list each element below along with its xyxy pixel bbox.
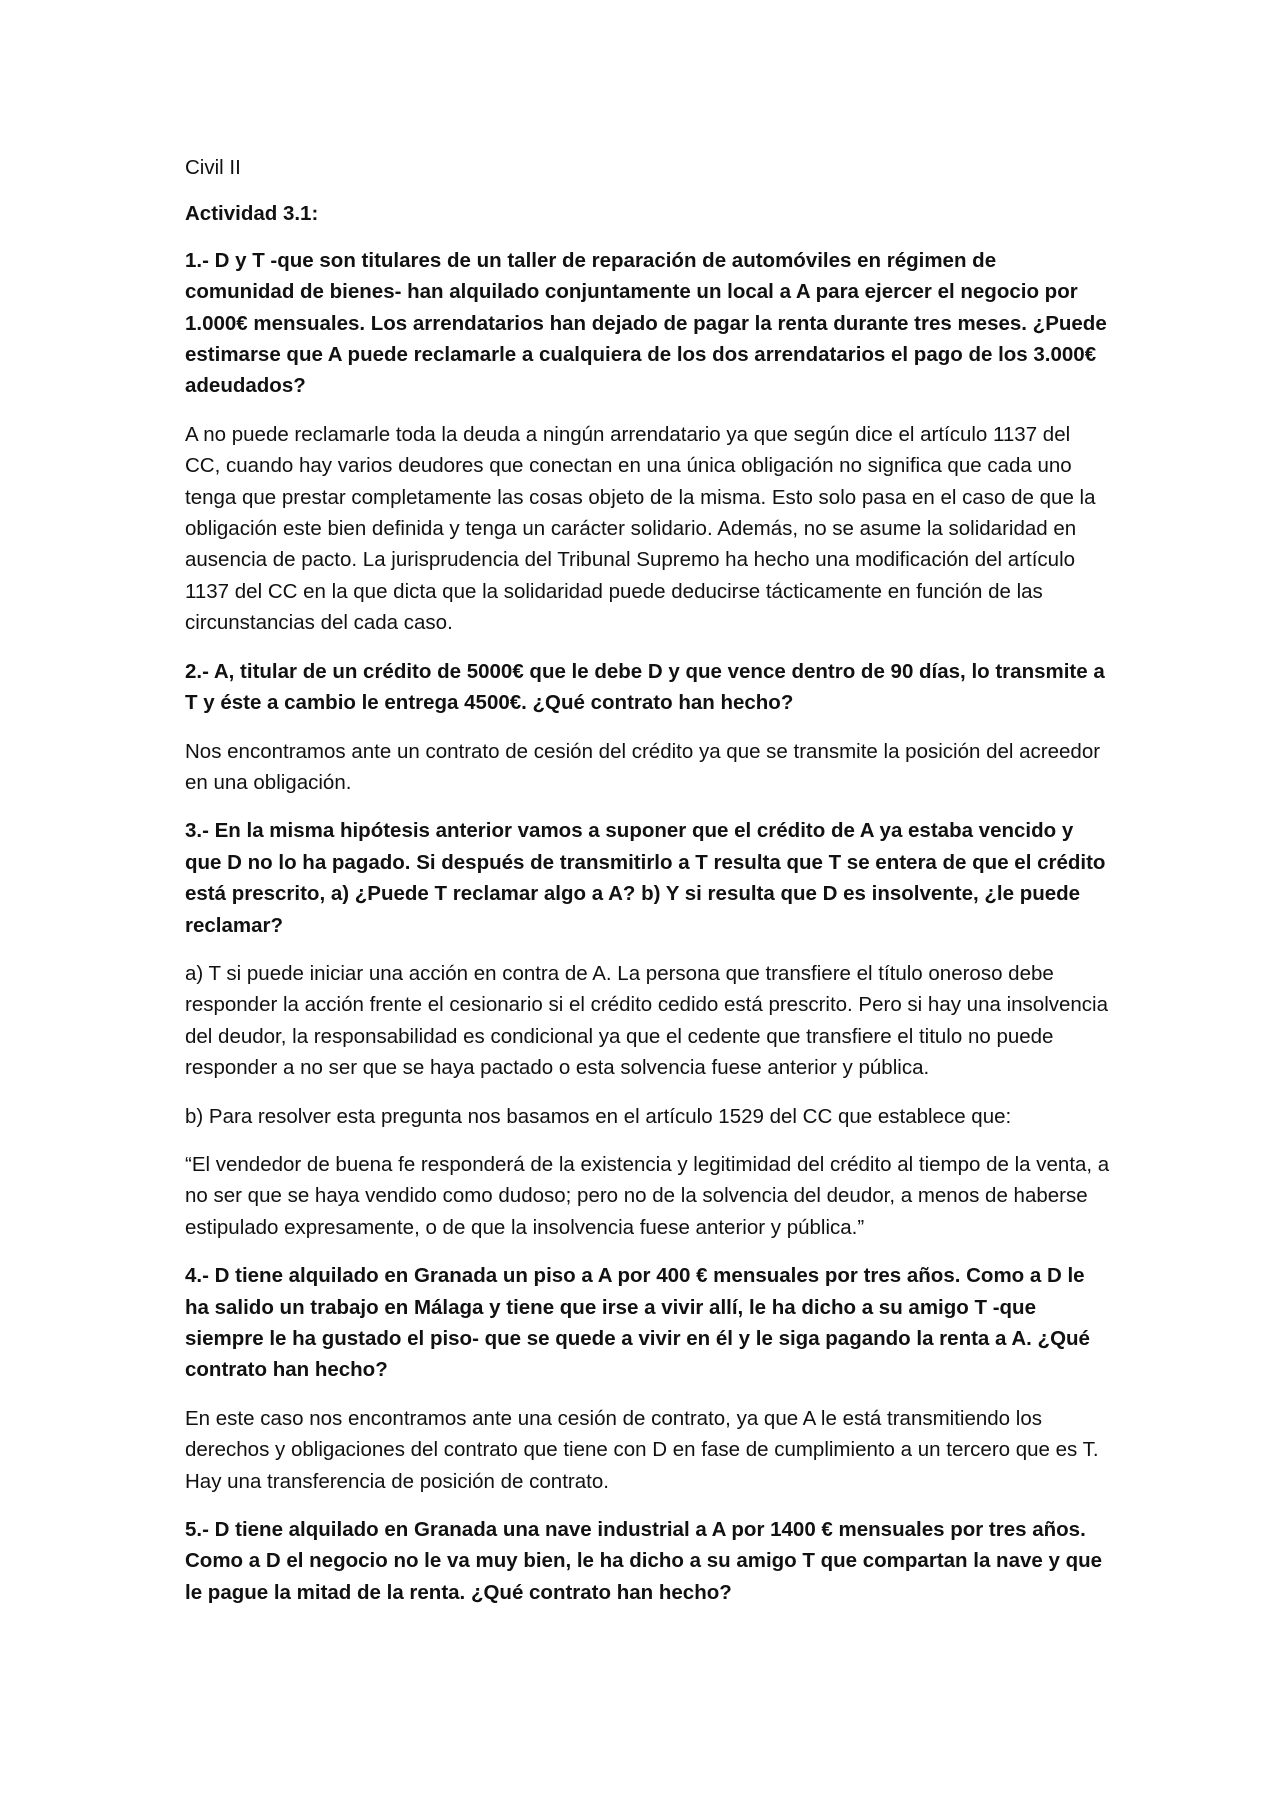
answer-1: A no puede reclamarle toda la deuda a ningún arrendatario ya que según dice el artículo 1137 del CC, cuando hay varios deudores que conectan en una única obligación no significa que cada uno tenga que prestar completamente las cosas objeto de la misma. Esto solo pasa en el caso de que la obligación este bien definida y tenga un carácter solidario. Además, no se asume la solidaridad en ausencia de pacto. La jurisprudencia del Tribunal Supremo ha hecho una modificación del artículo 1137 del CC en la que dicta que la solidaridad puede deducirse tácticamente en función de las circunstancias del cada caso. [185, 422, 1096, 635]
activity-title: Actividad 3.1: [185, 202, 319, 226]
answer-4: En este caso nos encontramos ante una cesión de contrato, ya que A le está transmitiendo los derechos y obligaciones del contrato que tiene con D en fase de cumplimiento a un tercero que es T. Hay una transferencia de posición de contrato. [185, 1406, 1099, 1493]
answer-3b: b) Para resolver esta pregunta nos basamos en el artículo 1529 del CC que establece que: [185, 1104, 1012, 1128]
legal-quote: “El vendedor de buena fe responderá de la existencia y legitimidad del crédito al tiempo de la venta, a no ser que se haya vendido como dudoso; pero no de la solvencia del deudor, a menos de haberse estipulado expresamente, o de que la insolvencia fuese anterior y pública.” [185, 1152, 1110, 1239]
document-page [185, 152, 1110, 1625]
answer-3a: a) T si puede iniciar una acción en contra de A. La persona que transfiere el título oneroso debe responder la acción frente el cesionario si el crédito cedido está prescrito. Pero si hay una insolvencia del deudor, la responsabilidad es condicional ya que el cedente que transfiere el titulo no puede responder a no ser que se haya pactado o esta solvencia fuese anterior y pública. [185, 961, 1109, 1080]
question-3: 3.- En la misma hipótesis anterior vamos a suponer que el crédito de A ya estaba vencido y que D no lo ha pagado. Si después de transmitirlo a T resulta que T se entera de que el crédito está prescrito, a) ¿Puede T reclamar algo a A? b) Y si resulta que D es insolvente, ¿le puede reclamar? [185, 819, 1106, 937]
course-name: Civil II [185, 156, 241, 179]
question-5: 5.- D tiene alquilado en Granada una nave industrial a A por 1400 € mensuales por tres años. Como a D el negocio no le va muy bien, le ha dicho a su amigo T que compartan la nave y que le pague la mitad de la renta. ¿Qué contrato han hecho? [185, 1518, 1103, 1604]
question-2: 2.- A, titular de un crédito de 5000€ que le debe D y que vence dentro de 90 días, lo transmite a T y éste a cambio le entrega 4500€. ¿Qué contrato han hecho? [185, 659, 1105, 715]
question-4: 4.- D tiene alquilado en Granada un piso a A por 400 € mensuales por tres años. Como a D le ha salido un trabajo en Málaga y tiene que irse a vivir allí, le ha dicho a su amigo T -que siempre le ha gustado el piso- que se quede a vivir en él y le siga pagando la renta a A. ¿Qué contrato han hecho? [185, 1264, 1090, 1382]
question-1: 1.- D y T -que son titulares de un taller de reparación de automóviles en régimen de comunidad de bienes- han alquilado conjuntamente un local a A para ejercer el negocio por 1.000€ mensuales. Los arrendatarios han dejado de pagar la renta durante tres meses. ¿Puede estimarse que A puede reclamarle a cualquiera de los dos arrendatarios el pago de los 3.000€ adeudados? [185, 248, 1107, 398]
answer-2: Nos encontramos ante un contrato de cesión del crédito ya que se transmite la posición del acreedor en una obligación. [185, 739, 1101, 794]
